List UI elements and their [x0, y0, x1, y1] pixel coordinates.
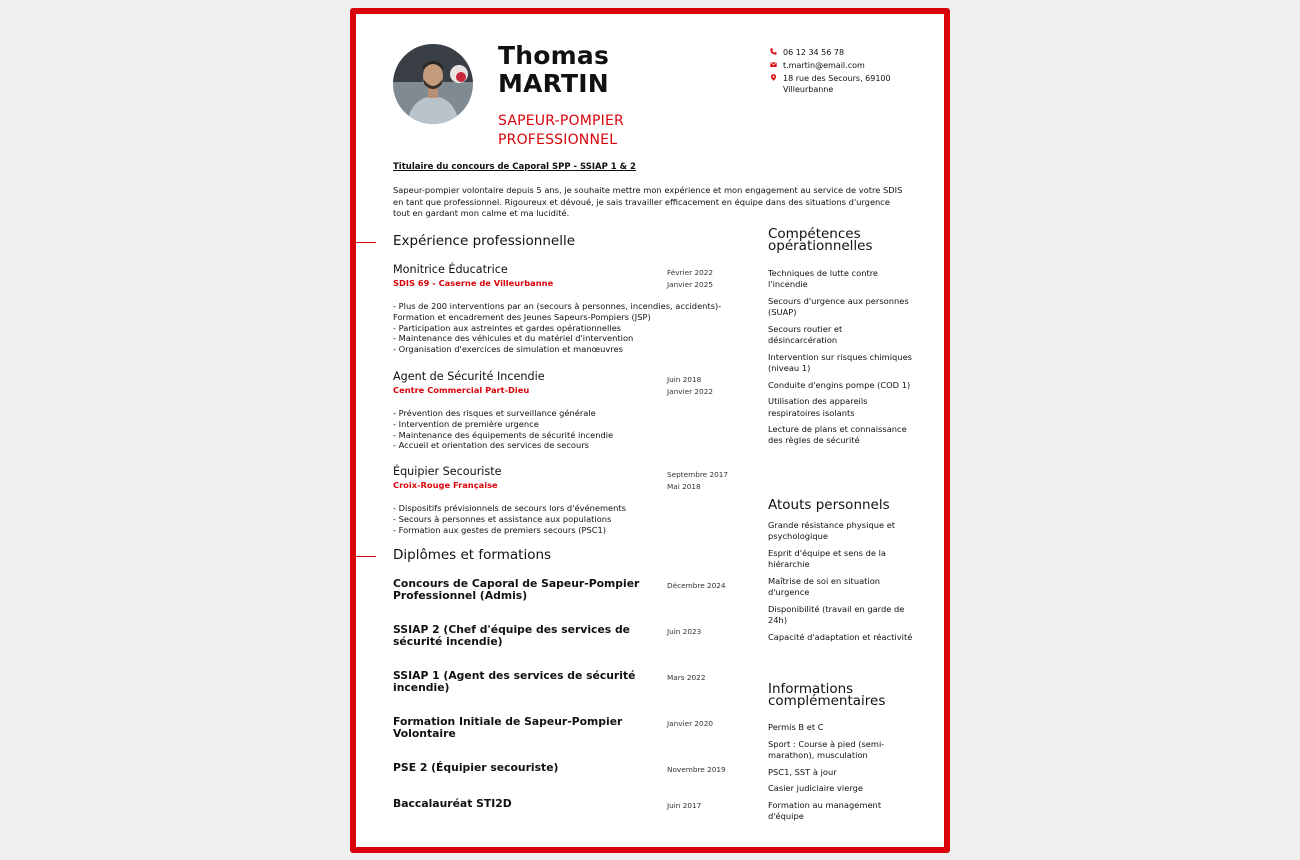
experience-dates — [667, 374, 713, 398]
asset-item: Capacité d'adaptation et réactivité — [768, 631, 913, 642]
experience-title: Agent de Sécurité Incendie — [393, 370, 545, 383]
bullet: - Maintenance des véhicules et du matériel d'intervention — [393, 333, 634, 344]
profile-summary: Sapeur-pompier volontaire depuis 5 ans, je souhaite mettre mon expérience et mon engagement au service de votre SDIS en tant que professionnel. Rigoureux et dévoué, je sais travailler efficacement en équipe dans des situations d'urgence tout en gardant mon calme et ma lucidité. — [393, 185, 903, 218]
skill-item: Secours routier et désincarcération — [768, 323, 843, 346]
experience-item — [393, 465, 753, 535]
candidate-name — [498, 42, 609, 98]
education-date: Novembre 2019 — [667, 765, 726, 774]
bullet: - Accueil et orientation des services de secours — [393, 440, 589, 451]
education-item — [393, 762, 753, 774]
education-item — [393, 578, 753, 601]
info-list — [768, 722, 913, 828]
last-name: MARTIN — [498, 69, 609, 98]
mail-icon — [768, 60, 779, 68]
assets-list — [768, 520, 913, 648]
location-pin-icon — [768, 73, 779, 81]
contact-phone — [768, 47, 903, 58]
date-end: Mai 2018 — [667, 482, 701, 491]
bullet: - Prévention des risques et surveillance générale — [393, 408, 596, 418]
education-item — [393, 716, 753, 739]
experience-bullets — [393, 301, 741, 355]
job-title — [498, 112, 624, 150]
info-item: PSC1, SST à jour — [768, 766, 837, 777]
skills-heading-line-1: Compétences — [768, 226, 861, 242]
education-title: SSIAP 2 (Chef d'équipe des services de sécurité incendie) — [393, 623, 630, 648]
skill-item: Utilisation des appareils respiratoires isolants — [768, 396, 868, 418]
experience-item — [393, 370, 753, 451]
experience-item — [393, 263, 753, 355]
skill-item: Conduite d'engins pompe (COD 1) — [768, 379, 911, 390]
address-text: 18 rue des Secours, 69100 Villeurbanne — [783, 74, 891, 94]
info-heading-line-1: Informations — [768, 681, 854, 697]
job-title-line-2: PROFESSIONNEL — [498, 132, 618, 148]
education-date: Janvier 2020 — [667, 719, 713, 728]
section-marker — [356, 242, 376, 243]
education-date: Décembre 2024 — [667, 581, 726, 590]
phone-text: 06 12 34 56 78 — [783, 48, 845, 57]
date-start: Septembre 2017 — [667, 470, 729, 479]
education-title: PSE 2 (Équipier secouriste) — [393, 761, 559, 774]
skills-heading-line-2: opérationnelles — [768, 238, 873, 254]
education-date: Juin 2023 — [667, 627, 702, 636]
bullet: - Plus de 200 interventions par an (secours à personnes, incendies, accidents)- Formation et encadrement des Jeunes Sapeurs-Pompiers (JSP) — [393, 301, 722, 322]
asset-item: Disponibilité (travail en garde de 24h) — [768, 603, 905, 625]
phone-icon — [768, 47, 779, 55]
education-item — [393, 798, 753, 810]
info-item: Permis B et C — [768, 722, 824, 732]
education-date: Juin 2017 — [667, 801, 702, 810]
experience-org: Centre Commercial Part-Dieu — [393, 385, 530, 395]
skill-item: Intervention sur risques chimiques (niveau 1) — [768, 351, 913, 373]
section-marker — [356, 556, 376, 557]
date-end: Janvier 2022 — [667, 387, 713, 396]
assets-heading: Atouts personnels — [768, 497, 890, 513]
education-title: Concours de Caporal de Sapeur-Pompier Professionnel (Admis) — [393, 577, 640, 602]
education-heading: Diplômes et formations — [393, 547, 552, 563]
experience-org: SDIS 69 - Caserne de Villeurbanne — [393, 278, 554, 288]
resume-page — [350, 8, 950, 853]
date-end: Janvier 2025 — [667, 280, 713, 289]
asset-item: Maîtrise de soi en situation d'urgence — [768, 575, 881, 598]
experience-dates — [667, 469, 728, 493]
asset-item: Grande résistance physique et psychologique — [768, 520, 896, 542]
experience-bullets — [393, 503, 741, 535]
bullet: - Secours à personnes et assistance aux populations — [393, 513, 612, 524]
experience-dates — [667, 267, 713, 291]
experience-org: Croix-Rouge Française — [393, 480, 498, 490]
education-title: Baccalauréat STI2D — [393, 797, 512, 810]
experience-title: Monitrice Éducatrice — [393, 263, 508, 276]
skill-item: Lecture de plans et connaissance des règles de sécurité — [768, 424, 907, 446]
education-title: SSIAP 1 (Agent des services de sécurité incendie) — [393, 669, 636, 694]
info-heading — [768, 683, 885, 707]
skill-item: Techniques de lutte contre l'incendie — [768, 268, 879, 290]
email-text: t.martin@email.com — [783, 61, 865, 70]
asset-item: Esprit d'équipe et sens de la hiérarchie — [768, 547, 886, 570]
bullet: - Dispositifs prévisionnels de secours lors d'événements — [393, 503, 626, 513]
info-item: Formation au management d'équipe — [768, 800, 882, 822]
education-item — [393, 624, 753, 647]
skill-item: Secours d'urgence aux personnes (SUAP) — [768, 295, 909, 318]
info-heading-line-2: complémentaires — [768, 693, 886, 709]
first-name: Thomas — [498, 41, 610, 70]
education-title: Formation Initiale de Sapeur-Pompier Volontaire — [393, 715, 623, 740]
info-item: Sport : Course à pied (semi-marathon), musculation — [768, 738, 885, 760]
contact-address — [768, 73, 903, 95]
bullet: - Participation aux astreintes et gardes opérationnelles — [393, 322, 622, 333]
contact-block — [768, 47, 903, 97]
job-title-line-1: SAPEUR-POMPIER — [498, 113, 624, 129]
bullet: - Maintenance des équipements de sécurité incendie — [393, 429, 614, 440]
bullet: - Intervention de première urgence — [393, 418, 539, 429]
bullet: - Formation aux gestes de premiers secours (PSC1) — [393, 524, 607, 535]
info-item: Casier judiciaire vierge — [768, 783, 863, 794]
education-item — [393, 670, 753, 693]
experience-title: Équipier Secouriste — [393, 465, 502, 478]
experience-heading: Expérience professionnelle — [393, 233, 576, 249]
date-start: Février 2022 — [667, 268, 714, 277]
bullet: - Organisation d'exercices de simulation et manœuvres — [393, 344, 623, 355]
education-date: Mars 2022 — [667, 673, 706, 682]
skills-list — [768, 268, 913, 452]
profile-photo — [393, 44, 473, 124]
skills-heading — [768, 228, 873, 252]
experience-bullets — [393, 408, 741, 451]
date-start: Juin 2018 — [667, 375, 702, 384]
headline: Titulaire du concours de Caporal SPP - SSIAP 1 & 2 — [393, 162, 636, 172]
contact-email — [768, 60, 903, 71]
